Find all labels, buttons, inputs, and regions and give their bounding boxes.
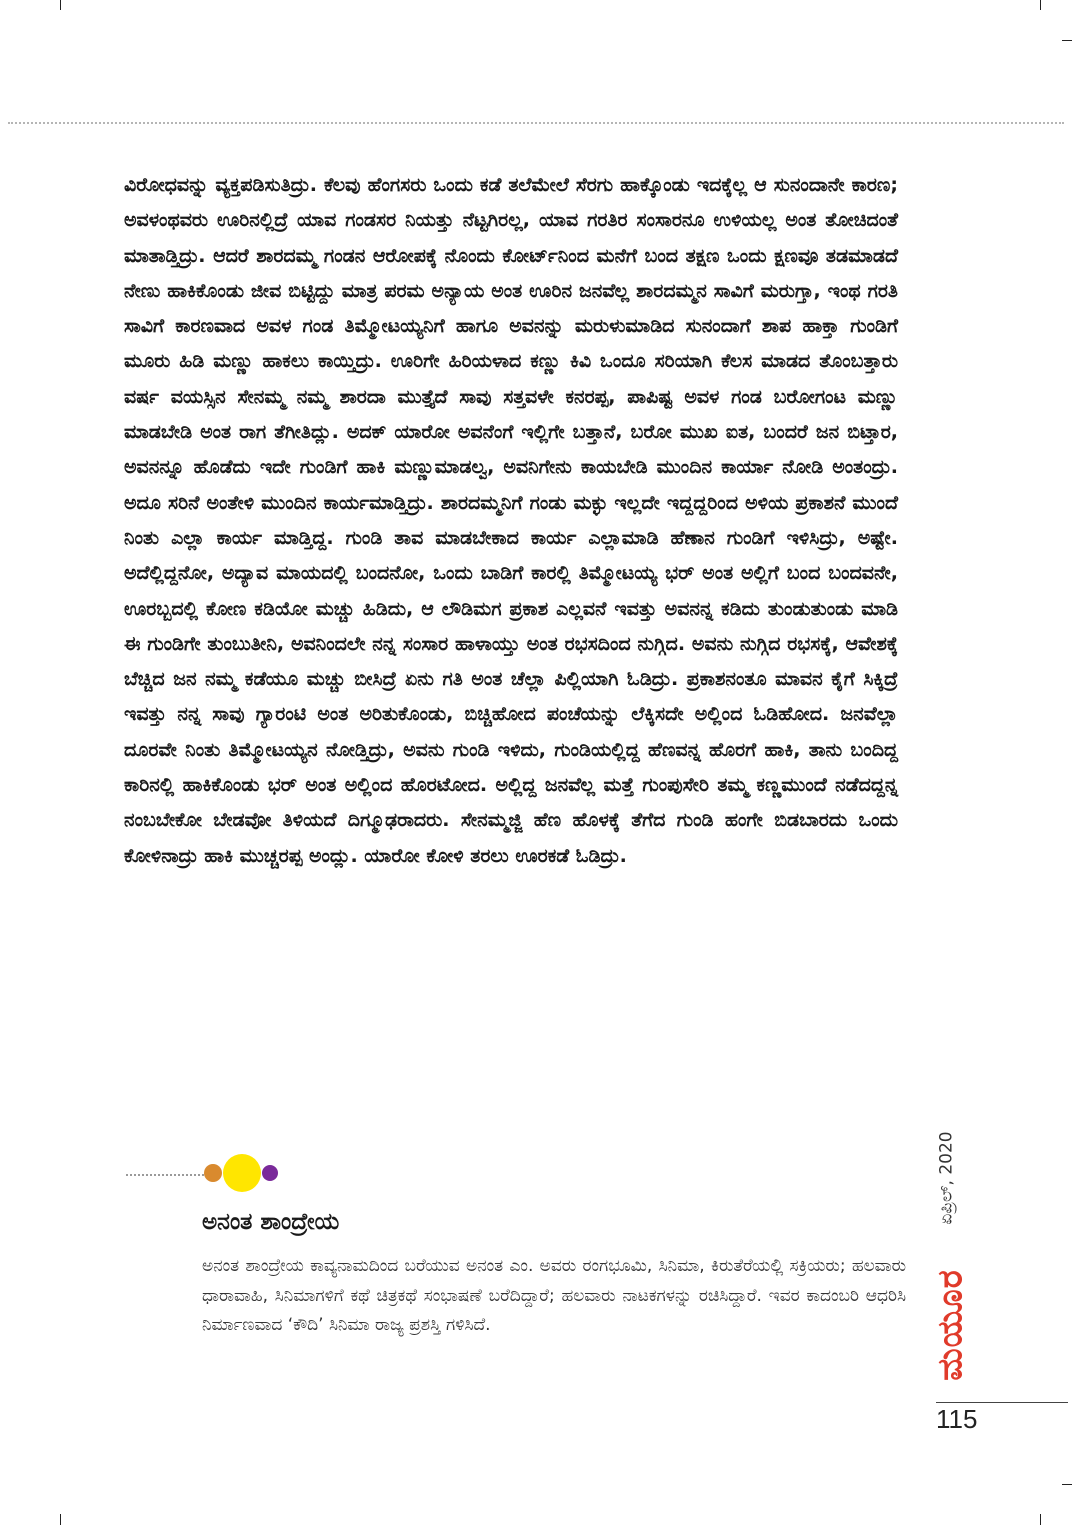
top-dotted-rule — [8, 122, 1064, 124]
page-number-rule — [936, 1402, 1068, 1403]
crop-mark-top-left — [60, 0, 61, 10]
crop-mark-right-upper — [1062, 40, 1072, 41]
issue-date — [932, 1108, 962, 1248]
crop-mark-right-lower — [1062, 1484, 1072, 1485]
story-paragraph: ವಿರೋಧವನ್ನು ವ್ಯಕ್ತಪಡಿಸುತಿದ್ರು. ಕೆಲವು ಹೆಂಗಸರು ಒಂದು ಕಡೆ ತಲೆಮೇಲೆ ಸೆರಗು ಹಾಕ್ಕೊಂಡು ಇದಕ್ಕೆಲ್ಲ ಆ ಸುನಂದಾನೇ ಕಾರಣ; ಅವಳಂಥವರು ಊರಿನಲ್ಲಿದ್ರೆ ಯಾವ ಗಂಡಸರ ನಿಯತ್ತು ನೆಟ್ಟಗಿರಲ್ಲ, ಯಾವ ಗರತಿರ ಸಂಸಾರನೂ ಉಳಿಯಲ್ಲ ಅಂತ ತೋಚಿದಂತೆ ಮಾತಾಡ್ತಿದ್ರು. ಆದರೆ ಶಾರದಮ್ಮ ಗಂಡನ ಆರೋಪಕ್ಕೆ ನೊಂದು ಕೋರ್ಟ್‌ನಿಂದ ಮನೆಗೆ ಬಂದ ತಕ್ಷಣ ಒಂದು ಕ್ಷಣವೂ ತಡಮಾಡದೆ ನೇಣು ಹಾಕಿಕೊಂಡು ಜೀವ ಬಿಟ್ಟಿದ್ದು ಮಾತ್ರ ಪರಮ ಅನ್ಯಾಯ ಅಂತ ಊರಿನ ಜನವೆಲ್ಲ ಶಾರದಮ್ಮನ ಸಾವಿಗೆ ಮರುಗ್ತಾ, ಇಂಥ ಗರತಿ ಸಾವಿಗೆ ಕಾರಣವಾದ ಅವಳ ಗಂಡ ತಿಮ್ಮೋಟಯ್ಯನಿಗೆ ಹಾಗೂ ಅವನನ್ನು ಮರುಳುಮಾಡಿದ ಸುನಂದಾಗೆ ಶಾಪ ಹಾಕ್ತಾ ಗುಂಡಿಗೆ ಮೂರು ಹಿಡಿ ಮಣ್ಣು ಹಾಕಲು ಕಾಯ್ತಿದ್ರು. ಊರಿಗೇ ಹಿರಿಯಳಾದ ಕಣ್ಣು ಕಿವಿ ಒಂದೂ ಸರಿಯಾಗಿ ಕೆಲಸ ಮಾಡದ ತೊಂಬತ್ತಾರು ವರ್ಷ ವಯಸ್ಸಿನ ಸೇನಮ್ಮ ನಮ್ಮ ಶಾರದಾ ಮುತ್ತೈದೆ ಸಾವು ಸತ್ತವಳೇ ಕನರಪ್ಪ, ಪಾಪಿಷ್ಟ ಅವಳ ಗಂಡ ಬರೋಗಂಟ ಮಣ್ಣು ಮಾಡಬೇಡಿ ಅಂತ ರಾಗ ತೆಗೀತಿದ್ಲು. ಅದಕ್ ಯಾರೋ ಅವನೆಂಗೆ ಇಲ್ಲಿಗೇ ಬತ್ತಾನೆ, ಬರೋ ಮುಖ ಐತ, ಬಂದರೆ ಜನ ಬಿಟ್ತಾರ, ಅವನನ್ನೂ ಹೊಡೆದು ಇದೇ ಗುಂಡಿಗೆ ಹಾಕಿ ಮಣ್ಣುಮಾಡಲ್ವ, ಅವನಿಗೇನು ಕಾಯಬೇಡಿ ಮುಂದಿನ ಕಾರ್ಯಾ ನೋಡಿ ಅಂತಂದ್ರು. ಅದೂ ಸರಿನೆ ಅಂತೇಳಿ ಮುಂದಿನ ಕಾರ್ಯಮಾಡ್ತಿದ್ರು. ಶಾರದಮ್ಮನಿಗೆ ಗಂಡು ಮಕ್ಳು ಇಲ್ಲದೇ ಇದ್ದದ್ದರಿಂದ ಅಳಿಯ ಪ್ರಕಾಶನೆ ಮುಂದೆ ನಿಂತು ಎಲ್ಲಾ ಕಾರ್ಯ ಮಾಡ್ತಿದ್ದ. ಗುಂಡಿ ತಾವ ಮಾಡಬೇಕಾದ ಕಾರ್ಯ ಎಲ್ಲಾಮಾಡಿ ಹೆಣಾನ ಗುಂಡಿಗೆ ಇಳಿಸಿದ್ರು, ಅಷ್ಟೇ. ಅದೆಲ್ಲಿದ್ದನೋ, ಅದ್ಯಾವ ಮಾಯದಲ್ಲಿ ಬಂದನೋ, ಒಂದು ಬಾಡಿಗೆ ಕಾರಲ್ಲಿ ತಿಮ್ಮೋಟಯ್ಯ ಭರ್ ಅಂತ ಅಲ್ಲಿಗೆ ಬಂದ ಬಂದವನೇ, ಊರಬ್ಬದಲ್ಲಿ ಕೋಣ ಕಡಿಯೋ ಮಚ್ಚು ಹಿಡಿದು, ಆ ಲೌಡಿಮಗ ಪ್ರಕಾಶ ಎಲ್ಲವನೆ ಇವತ್ತು ಅವನನ್ನ ಕಡಿದು ತುಂಡುತುಂಡು ಮಾಡಿ ಈ ಗುಂಡಿಗೇ ತುಂಬುತೀನಿ, ಅವನಿಂದಲೇ ನನ್ನ ಸಂಸಾರ ಹಾಳಾಯ್ತು ಅಂತ ರಭಸದಿಂದ ನುಗ್ಗಿದ. ಅವನು ನುಗ್ಗಿದ ರಭಸಕ್ಕೆ, ಆವೇಶಕ್ಕೆ ಬೆಚ್ಚಿದ ಜನ ನಮ್ಮ ಕಡೆಯೂ ಮಚ್ಚು ಬೀಸಿದ್ರೆ ಏನು ಗತಿ ಅಂತ ಚೆಲ್ಲಾ ಪಿಲ್ಲಿಯಾಗಿ ಓಡಿದ್ರು. ಪ್ರಕಾಶನಂತೂ ಮಾವನ ಕೈಗೆ ಸಿಕ್ಕಿದ್ರೆ ಇವತ್ತು ನನ್ನ ಸಾವು ಗ್ಯಾರಂಟಿ ಅಂತ ಅರಿತುಕೊಂಡು, ಬಿಚ್ಚಿಹೋದ ಪಂಚೆಯನ್ನು ಲೆಕ್ಕಿಸದೇ ಅಲ್ಲಿಂದ ಓಡಿಹೋದ. ಜನವೆಲ್ಲಾ ದೂರವೇ ನಿಂತು ತಿಮ್ಮೋಟಯ್ಯನ ನೋಡ್ತಿದ್ರು, ಅವನು ಗುಂಡಿ ಇಳಿದು, ಗುಂಡಿಯಲ್ಲಿದ್ದ ಹೆಣವನ್ನ ಹೊರಗೆ ಹಾಕಿ, ತಾನು ಬಂದಿದ್ದ ಕಾರಿನಲ್ಲಿ ಹಾಕಿಕೊಂಡು ಭರ್ ಅಂತ ಅಲ್ಲಿಂದ ಹೊರಟೋದ. ಅಲ್ಲಿದ್ದ ಜನವೆಲ್ಲ ಮತ್ತೆ ಗುಂಪುಸೇರಿ ತಮ್ಮ ಕಣ್ಣಮುಂದೆ ನಡೆದದ್ದನ್ನ ನಂಬಬೇಕೋ ಬೇಡವೋ ತಿಳಿಯದೆ ದಿಗ್ಮೂಢರಾದರು. ಸೇನಮ್ಮಜ್ಜಿ ಹೆಣ ಹೊಳಕ್ಕೆ ತೆಗೆದ ಗುಂಡಿ ಹಂಗೇ ಬಿಡಬಾರದು ಒಂದು ಕೋಳಿನಾದ್ರು ಹಾಕಿ ಮುಚ್ಚರಪ್ಪ ಅಂದ್ಲು. ಯಾರೋ ಕೋಳಿ ತರಲು ಊರಕಡೆ ಓಡಿದ್ರು. — [124, 174, 898, 867]
crop-mark-bottom-right — [1040, 1514, 1041, 1525]
purple-dot — [262, 1165, 278, 1181]
crop-mark-top-right — [1040, 0, 1041, 10]
orange-dot — [204, 1164, 222, 1182]
issue-date-text: ಏಪ್ರಿಲ್, 2020 — [937, 1131, 957, 1225]
page-number: 115 — [936, 1404, 978, 1434]
author-divider — [126, 1150, 926, 1196]
author-name: ಅನಂತ ಶಾಂದ್ರೇಯ — [202, 1209, 340, 1235]
divider-dotted-line — [126, 1174, 204, 1176]
yellow-dot — [223, 1154, 261, 1192]
crop-mark-bottom-left — [60, 1514, 61, 1525]
magazine-logo-text: ಮಯೂರ — [931, 1269, 971, 1381]
author-bio: ಅನಂತ ಶಾಂದ್ರೇಯ ಕಾವ್ಯನಾಮದಿಂದ ಬರೆಯುವ ಅನಂತ ಎಂ. ಅವರು ರಂಗಭೂಮಿ, ಸಿನಿಮಾ, ಕಿರುತೆರೆಯಲ್ಲಿ ಸಕ್ರಿಯರು; ಹಲವಾರು ಧಾರಾವಾಹಿ, ಸಿನಿಮಾಗಳಿಗೆ ಕಥೆ ಚಿತ್ರಕಥೆ ಸಂಭಾಷಣೆ ಬರೆದಿದ್ದಾರೆ; ಹಲವಾರು ನಾಟಕಗಳನ್ನು ರಚಿಸಿದ್ದಾರೆ. ಇವರ ಕಾದಂಬರಿ ಆಧರಿಸಿ ನಿರ್ಮಾಣವಾದ ‘ಕೌದಿ’ ಸಿನಿಮಾ ರಾಜ್ಯ ಪ್ರಶಸ್ತಿ ಗಳಿಸಿದೆ. — [202, 1256, 906, 1335]
magazine-logo — [931, 1262, 971, 1388]
